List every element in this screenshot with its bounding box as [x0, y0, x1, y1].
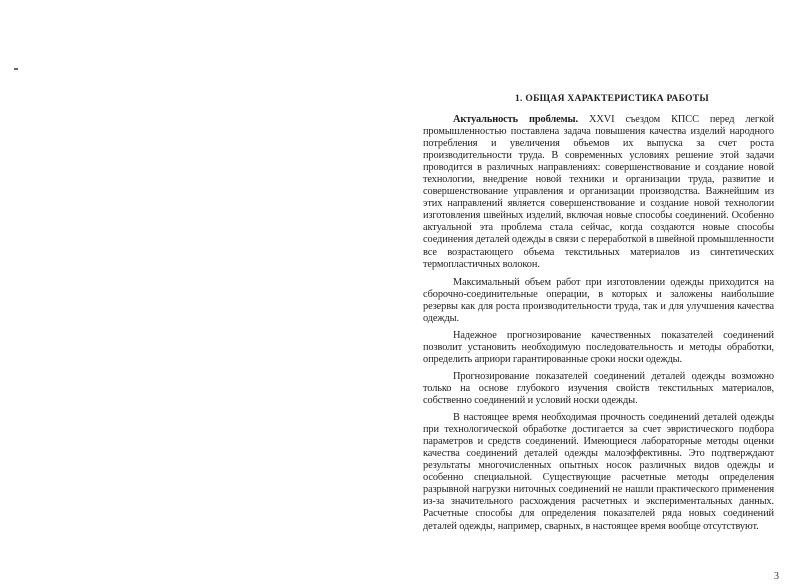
paragraph-relevance — [423, 114, 774, 271]
paragraph-forecasting: Надежное прогнозирование качественных показателей соединений позволит установить необходимую последовательность и методы обработки, определить априори гарантированные сроки носки одежды. — [423, 329, 774, 365]
paragraph-lead: Актуальность проблемы. — [453, 114, 579, 125]
paragraph-volume: Максимальный объем работ при изготовлении одежды приходится на сборочно-соединительные операции, в которых и заложены наибольшие резервы как для роста производительности труда, так и для улучшения качества одежды. — [423, 276, 774, 324]
margin-mark — [14, 68, 18, 70]
section-heading: 1. ОБЩАЯ ХАРАКТЕРИСТИКА РАБОТЫ — [515, 94, 710, 104]
body-text — [423, 114, 774, 538]
page-number: 3 — [774, 571, 779, 582]
paragraph-methods: В настоящее время необходимая прочность соединений деталей одежды при технологической обработке достигается за счет эвристического подбора параметров и средств соединений. Имеющиеся лабораторные методы оценки качества соединений деталей одежды малоэффективны. Это подтверждают результаты многочисленных опытных носок различных видов одежды и особенно специальной. Существующие расчетные методы определения разрывной нагрузки ниточных соединений не нашли практического применения из-за значительного расхождения расчетных и экспериментальных данных. Расчетные способы для определения показателей ряда новых соединений деталей одежды, например, сварных, в настоящее время вообще отсутствуют. — [423, 412, 774, 532]
paragraph-prediction: Прогнозирование показателей соединений деталей одежды возможно только на основе глубокого изучения свойств текстильных материалов, собственно соединений и условий носки одежды. — [423, 370, 774, 407]
paragraph-body: XXVI съездом КПСС перед легкой промышленностью поставлена задача повышения качества изделий народного потребления и увеличения объемов их выпуска за счет роста производительности труда. В современных условиях решение этой задачи проводится в различных направлениях: совершенствование и создание новой технологии, внедрение новой техники и организации труда, развитие и совершенствование управления и организации производства. Важнейшим из этих направлений является совершенствование и создание новой технологии изготовления швейных изделий, включая новые способы соединений. Особенно актуальной эта проблема стала сейчас, когда создаются новые способы соединения деталей одежды в связи с переработкой в швейной промышленности все возрастающего объема текстильных материалов из синтетических термопластичных волокон. — [423, 114, 774, 270]
